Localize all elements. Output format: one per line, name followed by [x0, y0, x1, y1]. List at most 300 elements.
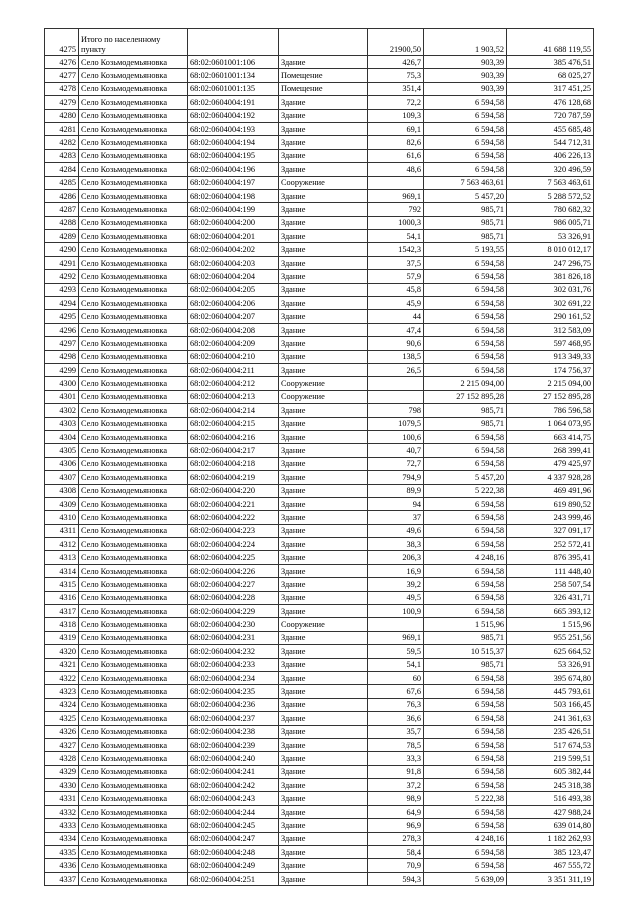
total-value-cell: 455 685,48	[507, 122, 594, 135]
rate-cell: 6 594,58	[424, 297, 507, 310]
object-type-cell: Здание	[279, 712, 368, 725]
table-row	[45, 805, 594, 818]
row-number: 4296	[45, 323, 79, 336]
settlement-cell: Село Козьмодемьяновка	[79, 738, 188, 751]
rate-cell: 6 594,58	[424, 256, 507, 269]
area-cell: 36,6	[368, 712, 424, 725]
cadastral-number-cell: 68:02:0604004:219	[188, 471, 279, 484]
table-row	[45, 69, 594, 82]
object-type-cell: Здание	[279, 792, 368, 805]
table-row	[45, 404, 594, 417]
cadastral-number-cell: 68:02:0604004:228	[188, 591, 279, 604]
total-value-cell: 241 361,63	[507, 712, 594, 725]
rate-cell: 985,71	[424, 203, 507, 216]
table-row	[45, 243, 594, 256]
settlement-cell: Село Козьмодемьяновка	[79, 725, 188, 738]
summary-row	[45, 29, 594, 56]
cadastral-number-cell: 68:02:0604004:217	[188, 444, 279, 457]
table-row	[45, 256, 594, 269]
total-value-cell: 258 507,54	[507, 578, 594, 591]
table-row	[45, 283, 594, 296]
object-type-cell: Здание	[279, 270, 368, 283]
table-row	[45, 56, 594, 69]
area-cell	[368, 176, 424, 189]
settlement-cell: Село Козьмодемьяновка	[79, 779, 188, 792]
cadastral-number-cell: 68:02:0604004:191	[188, 96, 279, 109]
settlement-cell: Село Козьмодемьяновка	[79, 538, 188, 551]
object-type-cell: Здание	[279, 645, 368, 658]
object-type-cell: Здание	[279, 163, 368, 176]
rate-cell: 6 594,58	[424, 444, 507, 457]
settlement-cell: Село Козьмодемьяновка	[79, 497, 188, 510]
row-number: 4316	[45, 591, 79, 604]
object-type-cell: Здание	[279, 136, 368, 149]
object-type-cell	[279, 29, 368, 56]
table-row	[45, 538, 594, 551]
cadastral-number-cell: 68:02:0604004:203	[188, 256, 279, 269]
area-cell: 67,6	[368, 685, 424, 698]
total-value-cell: 320 496,59	[507, 163, 594, 176]
total-value-cell: 476 128,68	[507, 96, 594, 109]
object-type-cell: Здание	[279, 363, 368, 376]
area-cell: 90,6	[368, 337, 424, 350]
total-value-cell: 8 010 012,17	[507, 243, 594, 256]
property-table-body	[45, 29, 594, 886]
settlement-cell: Село Козьмодемьяновка	[79, 283, 188, 296]
row-number: 4288	[45, 216, 79, 229]
table-row	[45, 216, 594, 229]
row-number: 4275	[45, 29, 79, 56]
cadastral-number-cell: 68:02:0604004:215	[188, 417, 279, 430]
total-value-cell: 955 251,56	[507, 631, 594, 644]
row-number: 4283	[45, 149, 79, 162]
rate-cell: 6 594,58	[424, 564, 507, 577]
row-number: 4284	[45, 163, 79, 176]
total-value-cell: 663 414,75	[507, 430, 594, 443]
total-value-cell: 111 448,40	[507, 564, 594, 577]
settlement-cell: Село Козьмодемьяновка	[79, 578, 188, 591]
total-value-cell: 986 005,71	[507, 216, 594, 229]
area-cell: 21900,50	[368, 29, 424, 56]
cadastral-number-cell: 68:02:0604004:227	[188, 578, 279, 591]
total-value-cell: 302 031,76	[507, 283, 594, 296]
table-row	[45, 203, 594, 216]
settlement-cell: Село Козьмодемьяновка	[79, 163, 188, 176]
table-row	[45, 417, 594, 430]
object-type-cell: Здание	[279, 56, 368, 69]
rate-cell: 5 457,20	[424, 189, 507, 202]
object-type-cell: Здание	[279, 859, 368, 872]
row-number: 4290	[45, 243, 79, 256]
total-value-cell: 7 563 463,61	[507, 176, 594, 189]
settlement-cell: Село Козьмодемьяновка	[79, 56, 188, 69]
row-number: 4306	[45, 457, 79, 470]
object-type-cell: Здание	[279, 738, 368, 751]
total-value-cell: 780 682,32	[507, 203, 594, 216]
row-number: 4298	[45, 350, 79, 363]
cadastral-number-cell: 68:02:0604004:243	[188, 792, 279, 805]
row-number: 4281	[45, 122, 79, 135]
object-type-cell: Здание	[279, 605, 368, 618]
cadastral-number-cell: 68:02:0604004:193	[188, 122, 279, 135]
cadastral-number-cell: 68:02:0604004:206	[188, 297, 279, 310]
rate-cell: 6 594,58	[424, 163, 507, 176]
table-row	[45, 96, 594, 109]
cadastral-number-cell: 68:02:0604004:249	[188, 859, 279, 872]
object-type-cell: Здание	[279, 417, 368, 430]
row-number: 4333	[45, 819, 79, 832]
cadastral-number-cell: 68:02:0604004:211	[188, 363, 279, 376]
table-row	[45, 149, 594, 162]
table-row	[45, 457, 594, 470]
row-number: 4300	[45, 377, 79, 390]
row-number: 4310	[45, 511, 79, 524]
cadastral-number-cell: 68:02:0604004:245	[188, 819, 279, 832]
row-number: 4331	[45, 792, 79, 805]
total-value-cell: 605 382,44	[507, 765, 594, 778]
cadastral-number-cell: 68:02:0604004:194	[188, 136, 279, 149]
area-cell: 45,9	[368, 297, 424, 310]
cadastral-number-cell: 68:02:0604004:201	[188, 230, 279, 243]
object-type-cell: Сооружение	[279, 390, 368, 403]
total-value-cell: 625 664,52	[507, 645, 594, 658]
area-cell: 44	[368, 310, 424, 323]
area-cell: 98,9	[368, 792, 424, 805]
area-cell: 26,5	[368, 363, 424, 376]
area-cell: 33,3	[368, 752, 424, 765]
area-cell: 594,3	[368, 872, 424, 885]
rate-cell: 985,71	[424, 230, 507, 243]
total-value-cell: 317 451,25	[507, 82, 594, 95]
cadastral-number-cell: 68:02:0604004:247	[188, 832, 279, 845]
area-cell: 37,2	[368, 779, 424, 792]
area-cell: 35,7	[368, 725, 424, 738]
object-type-cell: Здание	[279, 122, 368, 135]
settlement-cell: Село Козьмодемьяновка	[79, 685, 188, 698]
cadastral-number-cell: 68:02:0601001:106	[188, 56, 279, 69]
rate-cell: 1 903,52	[424, 29, 507, 56]
row-number: 4321	[45, 658, 79, 671]
object-type-cell: Здание	[279, 189, 368, 202]
total-value-cell: 544 712,31	[507, 136, 594, 149]
total-value-cell: 786 596,58	[507, 404, 594, 417]
total-value-cell: 2 215 094,00	[507, 377, 594, 390]
object-type-cell: Здание	[279, 511, 368, 524]
rate-cell: 985,71	[424, 216, 507, 229]
rate-cell: 985,71	[424, 417, 507, 430]
total-value-cell: 247 296,75	[507, 256, 594, 269]
cadastral-number-cell: 68:02:0604004:202	[188, 243, 279, 256]
total-value-cell: 445 793,61	[507, 685, 594, 698]
row-number: 4334	[45, 832, 79, 845]
total-value-cell: 639 014,80	[507, 819, 594, 832]
total-value-cell: 3 351 311,19	[507, 872, 594, 885]
rate-cell: 6 594,58	[424, 457, 507, 470]
table-row	[45, 136, 594, 149]
rate-cell: 6 594,58	[424, 122, 507, 135]
total-value-cell: 245 318,38	[507, 779, 594, 792]
table-row	[45, 765, 594, 778]
cadastral-number-cell: 68:02:0604004:209	[188, 337, 279, 350]
area-cell: 57,9	[368, 270, 424, 283]
rate-cell: 6 594,58	[424, 430, 507, 443]
object-type-cell: Здание	[279, 725, 368, 738]
settlement-cell: Село Козьмодемьяновка	[79, 524, 188, 537]
total-value-cell: 53 326,91	[507, 658, 594, 671]
area-cell: 60	[368, 671, 424, 684]
settlement-cell: Село Козьмодемьяновка	[79, 109, 188, 122]
area-cell: 39,2	[368, 578, 424, 591]
cadastral-number-cell: 68:02:0604004:222	[188, 511, 279, 524]
object-type-cell: Здание	[279, 323, 368, 336]
rate-cell: 4 248,16	[424, 832, 507, 845]
row-number: 4278	[45, 82, 79, 95]
cadastral-number-cell: 68:02:0601001:135	[188, 82, 279, 95]
table-row	[45, 176, 594, 189]
row-number: 4322	[45, 671, 79, 684]
area-cell: 89,9	[368, 484, 424, 497]
row-number: 4313	[45, 551, 79, 564]
rate-cell: 6 594,58	[424, 337, 507, 350]
cadastral-number-cell: 68:02:0604004:251	[188, 872, 279, 885]
row-number: 4303	[45, 417, 79, 430]
area-cell: 100,6	[368, 430, 424, 443]
total-value-cell: 479 425,97	[507, 457, 594, 470]
cadastral-number-cell: 68:02:0604004:198	[188, 189, 279, 202]
cadastral-number-cell: 68:02:0604004:207	[188, 310, 279, 323]
area-cell: 82,6	[368, 136, 424, 149]
table-row	[45, 819, 594, 832]
object-type-cell: Здание	[279, 96, 368, 109]
rate-cell: 27 152 895,28	[424, 390, 507, 403]
area-cell: 969,1	[368, 631, 424, 644]
settlement-cell: Село Козьмодемьяновка	[79, 805, 188, 818]
object-type-cell: Здание	[279, 671, 368, 684]
rate-cell: 6 594,58	[424, 738, 507, 751]
rate-cell: 6 594,58	[424, 270, 507, 283]
area-cell: 64,9	[368, 805, 424, 818]
area-cell: 91,8	[368, 765, 424, 778]
table-row	[45, 671, 594, 684]
total-value-cell: 503 166,45	[507, 698, 594, 711]
table-row	[45, 605, 594, 618]
rate-cell: 1 515,96	[424, 618, 507, 631]
table-row	[45, 310, 594, 323]
object-type-cell: Здание	[279, 551, 368, 564]
rate-cell: 6 594,58	[424, 779, 507, 792]
cadastral-number-cell: 68:02:0604004:196	[188, 163, 279, 176]
area-cell: 47,4	[368, 323, 424, 336]
cadastral-number-cell: 68:02:0604004:210	[188, 350, 279, 363]
object-type-cell: Здание	[279, 631, 368, 644]
table-row	[45, 270, 594, 283]
cadastral-number-cell: 68:02:0601001:134	[188, 69, 279, 82]
settlement-cell: Село Козьмодемьяновка	[79, 270, 188, 283]
table-row	[45, 752, 594, 765]
settlement-cell: Село Козьмодемьяновка	[79, 765, 188, 778]
table-row	[45, 363, 594, 376]
row-number: 4326	[45, 725, 79, 738]
object-type-cell: Здание	[279, 578, 368, 591]
rate-cell: 6 594,58	[424, 685, 507, 698]
row-number: 4291	[45, 256, 79, 269]
cadastral-number-cell: 68:02:0604004:192	[188, 109, 279, 122]
object-type-cell: Здание	[279, 243, 368, 256]
object-type-cell: Здание	[279, 872, 368, 885]
area-cell: 72,2	[368, 96, 424, 109]
row-number: 4292	[45, 270, 79, 283]
table-row	[45, 591, 594, 604]
table-row	[45, 377, 594, 390]
area-cell: 278,3	[368, 832, 424, 845]
cadastral-number-cell: 68:02:0604004:221	[188, 497, 279, 510]
rate-cell: 6 594,58	[424, 712, 507, 725]
row-number: 4277	[45, 69, 79, 82]
object-type-cell: Здание	[279, 524, 368, 537]
object-type-cell: Здание	[279, 149, 368, 162]
row-number: 4301	[45, 390, 79, 403]
cadastral-number-cell: 68:02:0604004:226	[188, 564, 279, 577]
rate-cell: 6 594,58	[424, 671, 507, 684]
row-number: 4337	[45, 872, 79, 885]
total-value-cell: 1 182 262,93	[507, 832, 594, 845]
cadastral-number-cell: 68:02:0604004:216	[188, 430, 279, 443]
table-row	[45, 82, 594, 95]
row-number: 4285	[45, 176, 79, 189]
area-cell: 49,6	[368, 524, 424, 537]
total-value-cell: 467 555,72	[507, 859, 594, 872]
settlement-cell: Село Козьмодемьяновка	[79, 337, 188, 350]
row-number: 4294	[45, 297, 79, 310]
object-type-cell: Здание	[279, 203, 368, 216]
area-cell: 1079,5	[368, 417, 424, 430]
cadastral-number-cell: 68:02:0604004:241	[188, 765, 279, 778]
settlement-cell: Село Козьмодемьяновка	[79, 712, 188, 725]
table-row	[45, 337, 594, 350]
settlement-cell: Село Козьмодемьяновка	[79, 189, 188, 202]
area-cell: 37	[368, 511, 424, 524]
settlement-cell: Село Козьмодемьяновка	[79, 819, 188, 832]
area-cell: 54,1	[368, 230, 424, 243]
row-number: 4279	[45, 96, 79, 109]
object-type-cell: Здание	[279, 752, 368, 765]
settlement-cell: Село Козьмодемьяновка	[79, 752, 188, 765]
settlement-cell: Село Козьмодемьяновка	[79, 122, 188, 135]
rate-cell: 985,71	[424, 658, 507, 671]
area-cell: 58,4	[368, 846, 424, 859]
object-type-cell: Здание	[279, 846, 368, 859]
object-type-cell: Здание	[279, 404, 368, 417]
total-value-cell: 597 468,95	[507, 337, 594, 350]
settlement-cell: Село Козьмодемьяновка	[79, 176, 188, 189]
settlement-cell: Село Козьмодемьяновка	[79, 310, 188, 323]
object-type-cell: Здание	[279, 297, 368, 310]
row-number: 4311	[45, 524, 79, 537]
table-row	[45, 189, 594, 202]
settlement-cell: Село Козьмодемьяновка	[79, 230, 188, 243]
cadastral-number-cell: 68:02:0604004:212	[188, 377, 279, 390]
area-cell: 1542,3	[368, 243, 424, 256]
area-cell: 426,7	[368, 56, 424, 69]
row-number: 4287	[45, 203, 79, 216]
total-value-cell: 517 674,53	[507, 738, 594, 751]
row-number: 4276	[45, 56, 79, 69]
settlement-cell: Село Козьмодемьяновка	[79, 430, 188, 443]
object-type-cell: Здание	[279, 698, 368, 711]
table-row	[45, 109, 594, 122]
cadastral-number-cell: 68:02:0604004:248	[188, 846, 279, 859]
table-row	[45, 444, 594, 457]
settlement-cell: Село Козьмодемьяновка	[79, 390, 188, 403]
settlement-cell: Село Козьмодемьяновка	[79, 792, 188, 805]
settlement-cell: Село Козьмодемьяновка	[79, 846, 188, 859]
cadastral-number-cell: 68:02:0604004:208	[188, 323, 279, 336]
rate-cell: 5 222,38	[424, 792, 507, 805]
table-row	[45, 430, 594, 443]
table-row	[45, 725, 594, 738]
cadastral-number-cell: 68:02:0604004:237	[188, 712, 279, 725]
area-cell: 138,5	[368, 350, 424, 363]
cadastral-number-cell: 68:02:0604004:240	[188, 752, 279, 765]
object-type-cell: Здание	[279, 497, 368, 510]
rate-cell: 985,71	[424, 404, 507, 417]
cadastral-number-cell: 68:02:0604004:244	[188, 805, 279, 818]
rate-cell: 6 594,58	[424, 538, 507, 551]
table-row	[45, 122, 594, 135]
area-cell: 76,3	[368, 698, 424, 711]
settlement-cell: Село Козьмодемьяновка	[79, 618, 188, 631]
total-value-cell: 385 476,51	[507, 56, 594, 69]
row-number: 4332	[45, 805, 79, 818]
area-cell: 38,3	[368, 538, 424, 551]
row-number: 4289	[45, 230, 79, 243]
table-row	[45, 618, 594, 631]
settlement-cell: Село Козьмодемьяновка	[79, 511, 188, 524]
cadastral-number-cell: 68:02:0604004:204	[188, 270, 279, 283]
settlement-cell: Село Козьмодемьяновка	[79, 243, 188, 256]
total-value-cell: 41 688 119,55	[507, 29, 594, 56]
total-value-cell: 381 826,18	[507, 270, 594, 283]
row-number: 4315	[45, 578, 79, 591]
rate-cell: 6 594,58	[424, 752, 507, 765]
cadastral-number-cell: 68:02:0604004:231	[188, 631, 279, 644]
table-row	[45, 631, 594, 644]
object-type-cell: Сооружение	[279, 176, 368, 189]
area-cell: 78,5	[368, 738, 424, 751]
cadastral-number-cell: 68:02:0604004:235	[188, 685, 279, 698]
row-number: 4309	[45, 497, 79, 510]
rate-cell: 5 222,38	[424, 484, 507, 497]
object-type-cell: Здание	[279, 685, 368, 698]
cadastral-number-cell: 68:02:0604004:197	[188, 176, 279, 189]
object-type-cell: Здание	[279, 444, 368, 457]
table-row	[45, 859, 594, 872]
table-row	[45, 323, 594, 336]
object-type-cell: Здание	[279, 216, 368, 229]
cadastral-number-cell: 68:02:0604004:225	[188, 551, 279, 564]
area-cell: 49,5	[368, 591, 424, 604]
cadastral-number-cell: 68:02:0604004:229	[188, 605, 279, 618]
table-row	[45, 872, 594, 885]
settlement-cell: Село Козьмодемьяновка	[79, 417, 188, 430]
table-row	[45, 551, 594, 564]
row-number: 4314	[45, 564, 79, 577]
rate-cell: 4 248,16	[424, 551, 507, 564]
cadastral-number-cell: 68:02:0604004:230	[188, 618, 279, 631]
table-row	[45, 779, 594, 792]
total-value-cell: 469 491,96	[507, 484, 594, 497]
area-cell: 54,1	[368, 658, 424, 671]
